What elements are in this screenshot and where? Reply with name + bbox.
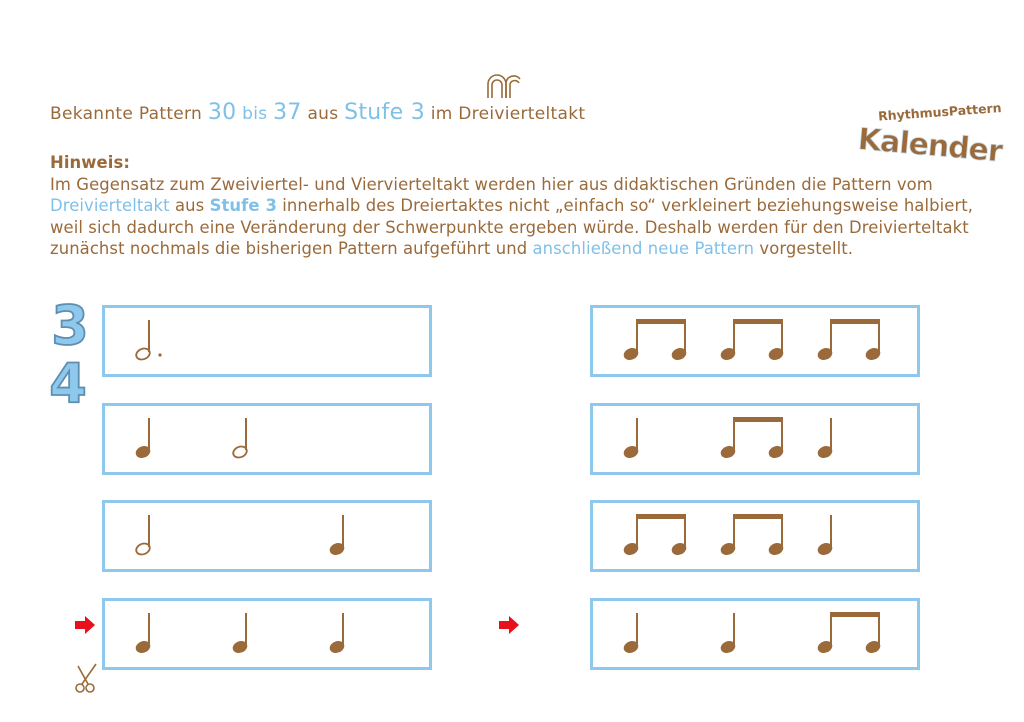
title-part: 37 [273, 100, 302, 125]
hint-text-part: aus [169, 196, 210, 215]
time-signature-top: 3 [51, 294, 89, 357]
arrow-shape [75, 616, 95, 634]
eighth-beam [636, 319, 686, 324]
eighth-beam [733, 514, 783, 519]
title-part: aus [301, 104, 345, 124]
brand-line2: Kalender [856, 122, 1004, 170]
pattern-box [102, 598, 432, 670]
eighth-beam [830, 612, 880, 617]
arrow-shape [499, 616, 519, 634]
hint-text-part: Im Gegensatz zum Zweiviertel- und Viervierteltakt werden hier aus didaktischen Gründen die Pattern vom [50, 174, 933, 194]
pattern-box [102, 403, 432, 475]
time-signature-bottom: 4 [49, 352, 87, 415]
eighth-beam [830, 319, 880, 324]
hint-text-part: vorgestellt. [754, 239, 854, 258]
hint-text-part: Dreivierteltakt [50, 196, 170, 215]
pattern-notation [593, 503, 917, 569]
pattern-box [102, 500, 432, 572]
brand-line1: RhythmusPattern [877, 100, 1003, 124]
title-part: Stufe 3 [344, 100, 425, 125]
eighth-beam [636, 514, 686, 519]
title-part: bis [236, 104, 274, 124]
pattern-notation [105, 503, 429, 569]
hint-text-part: anschließend neue Pattern [532, 239, 755, 258]
pattern-notation [593, 406, 917, 472]
red-arrow-icon [74, 615, 96, 635]
pattern-box [590, 500, 920, 572]
augmentation-dot [158, 353, 161, 356]
pattern-notation [593, 308, 917, 374]
publisher-logo [484, 70, 524, 100]
title-part: im Dreivierteltakt [425, 104, 586, 124]
hint-paragraph [50, 152, 990, 260]
pattern-notation [105, 406, 429, 472]
pattern-box [590, 305, 920, 377]
title-part: Bekannte Pattern [50, 104, 208, 124]
title-part: 30 [207, 100, 237, 125]
hint-heading: Hinweis: [50, 153, 130, 172]
hint-text-part: innerhalb des Dreiertaktes nicht „einfach so“ verkleinert beziehungsweise halbiert, weil sich dadurch eine Veränderung der Schwerpunkte ergeben würde. Deshalb werden für den Dreivierteltakt zunächst nochmals die bisherigen Pattern aufgeführt und [50, 196, 974, 258]
red-arrow-icon [498, 615, 520, 635]
page-title [50, 100, 585, 125]
pattern-notation [593, 601, 917, 667]
pattern-box [590, 403, 920, 475]
pattern-notation [105, 308, 429, 374]
time-signature [46, 294, 94, 415]
scissors-icon [70, 660, 102, 694]
pattern-notation [105, 601, 429, 667]
hint-text [50, 175, 973, 259]
pattern-box [590, 598, 920, 670]
eighth-beam [733, 319, 783, 324]
eighth-beam [733, 417, 783, 422]
hint-text-part: Stufe 3 [209, 196, 277, 215]
pattern-box [102, 305, 432, 377]
